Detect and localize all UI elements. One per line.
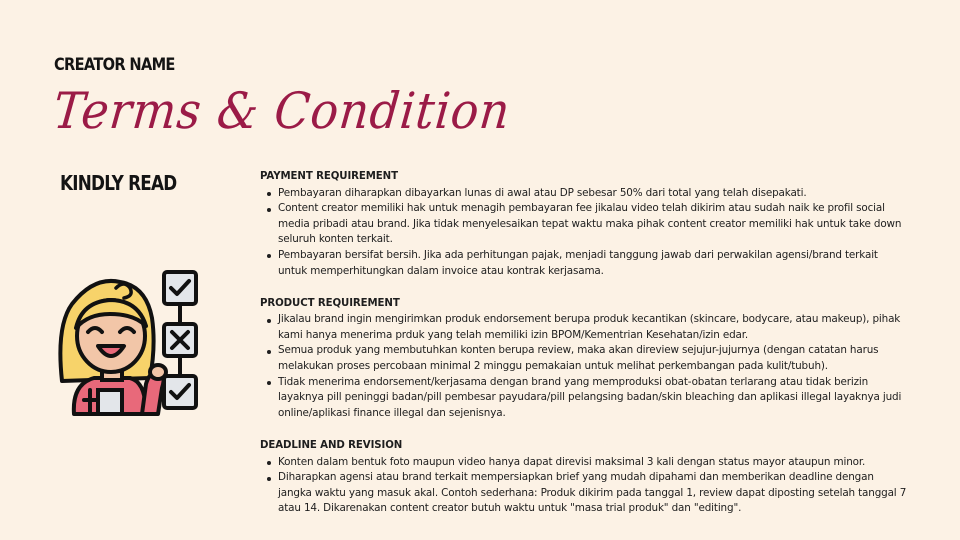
list-item: Tidak menerima endorsement/kerjasama dengan brand yang memproduksi obat-obatan terlarang atau tidak berizin layaknya pill peninggi badan/pill pembesar payudara/pill pelangsing badan/skin bleaching dan aplikasi illegal layaknya judi online/aplikasi finance illegal dan sejenisnya.: [278, 375, 910, 422]
woman-checklist-illustration: [54, 266, 204, 416]
list-item: Jikalau brand ingin mengirimkan produk endorsement berupa produk kecantikan (skincare, bodycare, atau makeup), pihak kami hanya menerima prduk yang telah memiliki izin BPOM/Kementrian Kesehatan/izin edar.: [278, 312, 910, 343]
payment-requirement-section: [260, 169, 910, 279]
list-item: Semua produk yang membutuhkan konten berupa review, maka akan direview sejujur-jujurnya (dengan catatan harus melakukan proses percobaan minimal 2 minggu pemakaian untuk melihat perkembangan pada kulit/tubuh).: [278, 343, 910, 374]
list-item: Pembayaran diharapkan dibayarkan lunas di awal atau DP sebesar 50% dari total yang telah disepakati.: [278, 186, 910, 202]
deadline-revision-section: [260, 438, 910, 517]
bullet-list: [260, 312, 910, 421]
woman-checklist-icon: [54, 266, 204, 416]
section-title: PAYMENT REQUIREMENT: [260, 171, 398, 182]
bullet-list: [260, 455, 910, 517]
section-title: DEADLINE AND REVISION: [260, 439, 403, 451]
checkbox-checked-icon: [164, 272, 196, 304]
bullet-list: [260, 186, 910, 280]
list-item: Pembayaran bersifat bersih. Jika ada perhitungan pajak, menjadi tanggung jawab dari perwakilan agensi/brand terkait untuk memperhitungkan dalam invoice atau kontrak kerjasama.: [278, 248, 910, 279]
checkbox-checked-icon: [164, 376, 196, 408]
product-requirement-section: [260, 296, 910, 422]
checkbox-cross-icon: [164, 324, 196, 356]
section-title: PRODUCT REQUIREMENT: [260, 297, 400, 309]
list-item: Diharapkan agensi atau brand terkait mempersiapkan brief yang mudah dipahami dan memberikan deadline dengan jangka waktu yang masuk akal. Contoh sederhana: Produk dikirim pada tanggal 1, review dapat diposting setelah tanggal 7 atau 14. Dikarenakan content creator butuh waktu untuk "masa trial produk" dan "editing".: [278, 470, 910, 517]
kindly-read-label: KINDLY READ: [60, 171, 177, 195]
list-item: Content creator memiliki hak untuk menagih pembayaran fee jikalau video telah dikirim atau sudah naik ke profil social media pribadi atau brand. Jika tidak menyelesaikan tepat waktu maka pihak content creator memiliki hak untuk take down seluruh konten terkait.: [278, 201, 910, 248]
terms-content: [260, 169, 910, 533]
creator-name: CREATOR NAME: [54, 55, 175, 75]
list-item: Konten dalam bentuk foto maupun video hanya dapat direvisi maksimal 3 kali dengan status mayor ataupun minor.: [278, 455, 910, 471]
page-title: Terms & Condition: [50, 82, 513, 140]
